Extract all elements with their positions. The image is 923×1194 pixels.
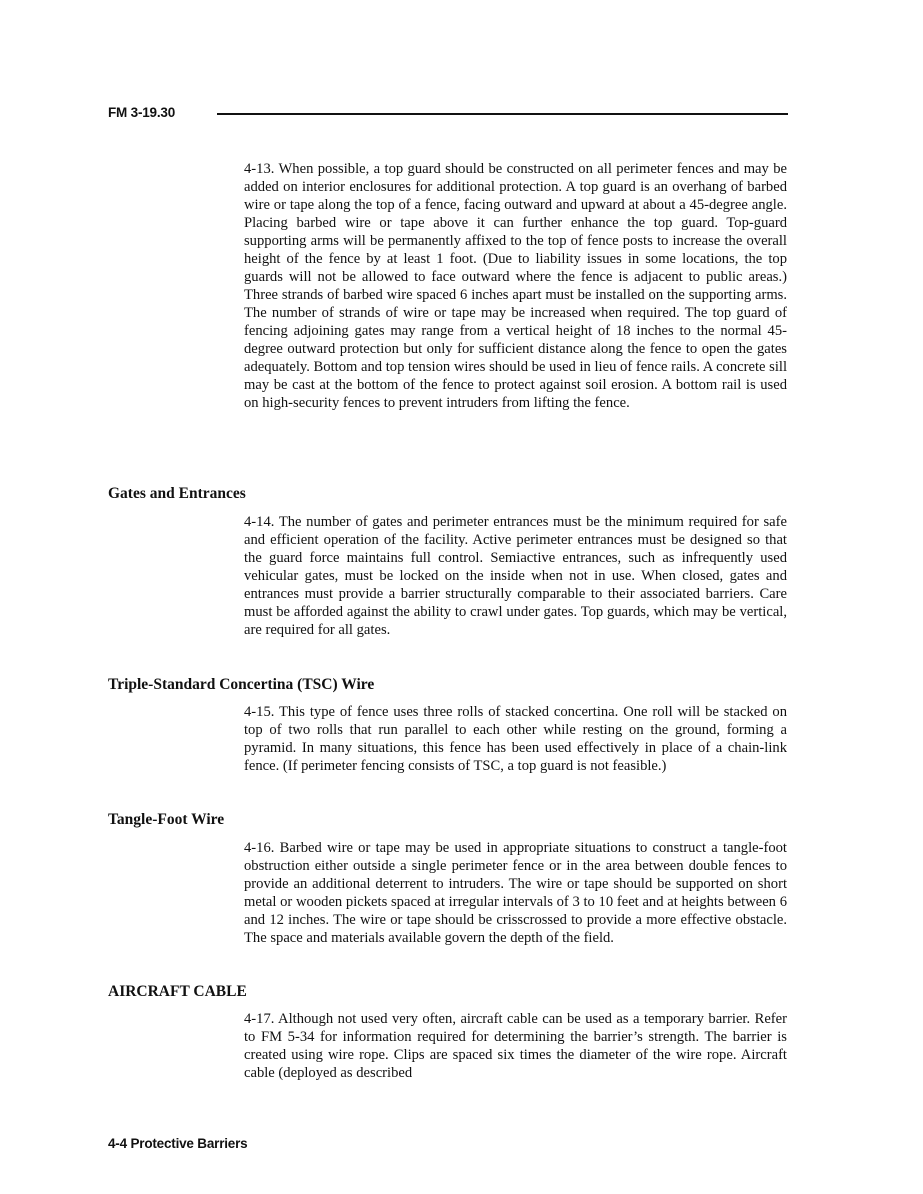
running-header-manual-id: FM 3-19.30	[108, 105, 176, 120]
heading-aircraft-cable: AIRCRAFT CABLE	[108, 983, 247, 1000]
heading-tsc-wire: Triple-Standard Concertina (TSC) Wire	[108, 676, 375, 693]
paragraph-4-14: 4-14. The number of gates and perimeter entrances must be the minimum required for safe and efficient operation of the facility. Active perimeter entrances must be designed so that the guard force maintains full control. Semiactive entrances, such as infrequently used vehicular gates, must be locked on the inside when not in use. When closed, gates and entrances must provide a barrier structurally comparable to their associated barriers. Care must be afforded against the ability to crawl under gates. Top guards, which may be vertical, are required for all gates.	[244, 514, 787, 638]
paragraph-4-17: 4-17. Although not used very often, aircraft cable can be used as a temporary barrier. Refer to FM 5-34 for information required for determining the barrier’s strength. The barrier is created using wire rope. Clips are spaced six times the diameter of the wire rope. Aircraft cable (deployed as described	[244, 1011, 787, 1081]
heading-gates-and-entrances: Gates and Entrances	[108, 485, 246, 502]
paragraph-4-13: 4-13. When possible, a top guard should be constructed on all perimeter fences and may be added on interior enclosures for additional protection. A top guard is an overhang of barbed wire or tape along the top of a fence, facing outward and upward at about a 45-degree angle. Placing barbed wire or tape above it can further enhance the top guard. Top-guard supporting arms will be permanently affixed to the top of fence posts to increase the overall height of the fence by at least 1 foot. (Due to liability issues in some locations, the top guards will not be allowed to face outward where the fence is adjacent to public areas.) Three strands of barbed wire spaced 6 inches apart must be installed on the supporting arms. The number of strands of wire or tape may be increased when required. The top guard of fencing adjoining gates may range from a vertical height of 18 inches to the normal 45-degree outward protection but only for sufficient distance along the fence to open the gates adequately. Bottom and top tension wires should be used in lieu of fence rails. A concrete sill may be cast at the bottom of the fence to protect against soil erosion. A bottom rail is used on high-security fences to prevent intruders from lifting the fence.	[244, 161, 787, 411]
heading-tangle-foot-wire: Tangle-Foot Wire	[108, 811, 225, 828]
paragraph-4-16: 4-16. Barbed wire or tape may be used in appropriate situations to construct a tangle-foot obstruction either outside a single perimeter fence or in the area between double fences to provide an additional deterrent to intruders. The wire or tape should be supported on short metal or wooden pickets spaced at irregular intervals of 3 to 10 feet and at heights between 6 and 12 inches. The wire or tape should be crisscrossed to provide a more effective obstacle. The space and materials available govern the depth of the field.	[244, 840, 787, 946]
header-rule	[217, 113, 788, 115]
running-footer-page-label: 4-4 Protective Barriers	[108, 1136, 248, 1151]
paragraph-4-15: 4-15. This type of fence uses three rolls of stacked concertina. One roll will be stacked on top of two rolls that run parallel to each other while resting on the ground, forming a pyramid. In many situations, this fence has been used effectively in place of a chain-link fence. (If perimeter fencing consists of TSC, a top guard is not feasible.)	[244, 704, 787, 774]
